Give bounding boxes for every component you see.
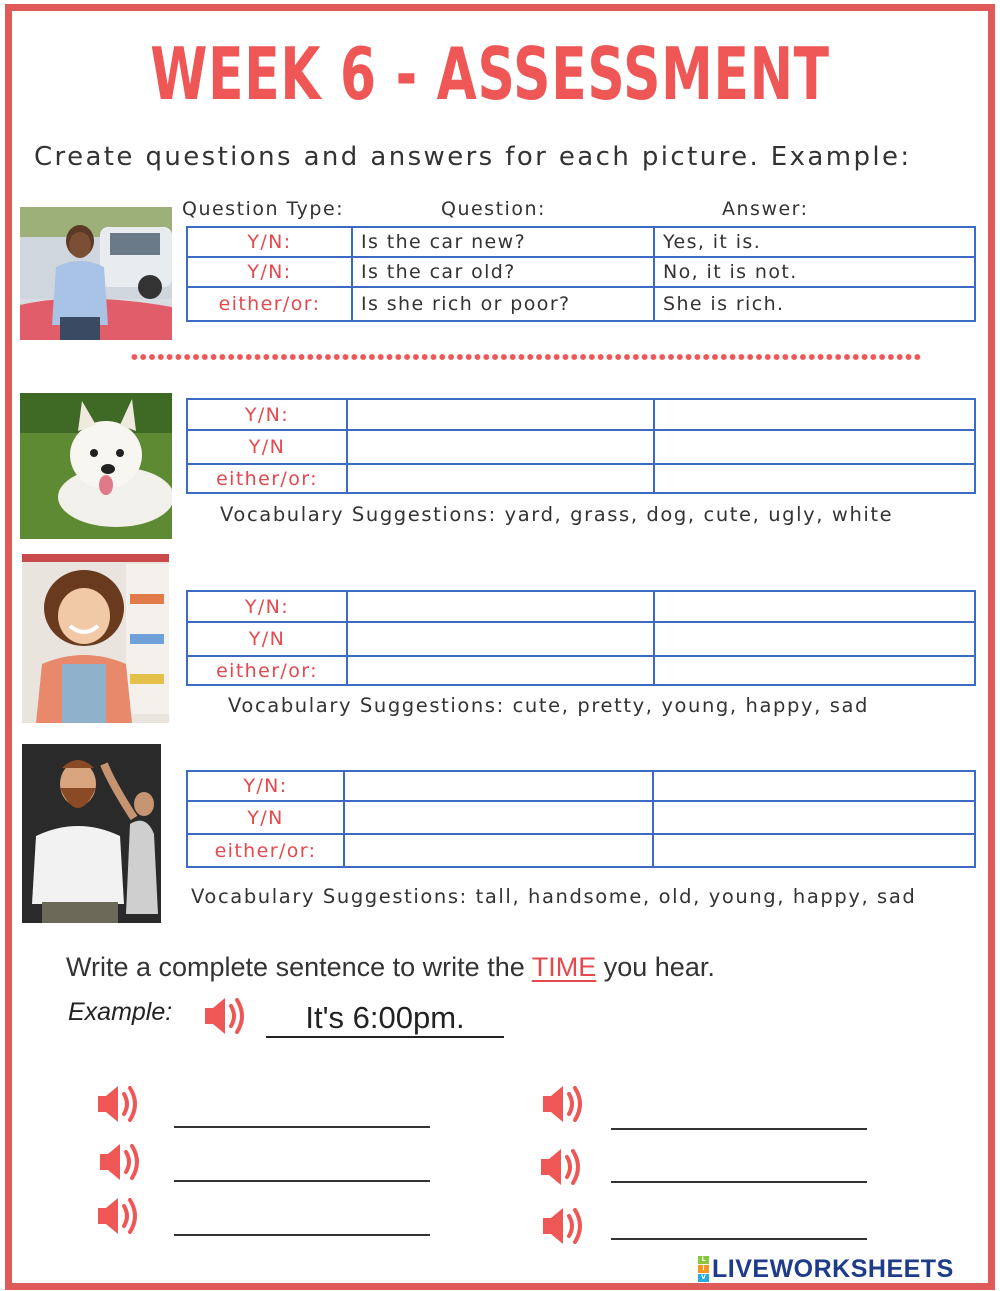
man-photo — [22, 744, 161, 923]
answer-input-cell[interactable] — [653, 834, 975, 867]
answer-input-cell[interactable] — [653, 771, 975, 801]
question-input-cell[interactable] — [347, 430, 654, 464]
logo-block: L — [698, 1256, 709, 1264]
instructions: Create questions and answers for each picture. Example: — [34, 142, 912, 172]
question-type-cell: Y/N — [187, 430, 347, 464]
answer-blank[interactable] — [174, 1124, 430, 1128]
example-label: Example: — [68, 998, 173, 1026]
speaker-icon[interactable] — [541, 1080, 593, 1128]
logo-blocks-icon — [698, 1256, 709, 1282]
answer-input-cell[interactable] — [654, 622, 975, 656]
answer-input-cell[interactable] — [654, 399, 975, 430]
table-row — [187, 622, 975, 656]
table-row — [187, 464, 975, 493]
time-word: TIME — [531, 952, 597, 982]
question-cell: Is the car old? — [352, 257, 654, 287]
answer-input-cell[interactable] — [653, 801, 975, 834]
liveworksheets-logo[interactable] — [698, 1254, 954, 1284]
answer-blank[interactable] — [611, 1236, 867, 1240]
man-answer-table — [186, 770, 976, 868]
question-type-cell: Y/N: — [187, 399, 347, 430]
example-photo-woman-car — [20, 207, 172, 340]
girl-photo — [22, 554, 169, 723]
answer-cell: Yes, it is. — [654, 227, 975, 257]
question-input-cell[interactable] — [347, 591, 654, 622]
answer-input-cell[interactable] — [654, 591, 975, 622]
table-row — [187, 430, 975, 464]
header-answer: Answer: — [722, 198, 809, 220]
question-cell: Is she rich or poor? — [352, 287, 654, 321]
table-row — [187, 834, 975, 867]
question-cell: Is the car new? — [352, 227, 654, 257]
table-row — [187, 257, 975, 287]
vocab-suggestions-girl: Vocabulary Suggestions: cute, pretty, young, happy, sad — [228, 694, 869, 717]
question-input-cell[interactable] — [344, 801, 653, 834]
question-type-cell: Y/N: — [187, 257, 352, 287]
table-row — [187, 287, 975, 321]
table-row — [187, 591, 975, 622]
answer-input-cell[interactable] — [654, 656, 975, 685]
example-table — [186, 226, 976, 322]
table-row — [187, 656, 975, 685]
dog-photo — [20, 393, 172, 539]
page-title: WEEK 6 - ASSESSMENT — [150, 32, 830, 116]
question-type-cell: Y/N — [187, 801, 344, 834]
header-question-type: Question Type: — [182, 198, 345, 220]
question-input-cell[interactable] — [347, 399, 654, 430]
question-input-cell[interactable] — [344, 771, 653, 801]
girl-answer-table — [186, 590, 976, 686]
answer-cell: No, it is not. — [654, 257, 975, 287]
answer-blank[interactable] — [174, 1232, 430, 1236]
question-input-cell[interactable] — [347, 622, 654, 656]
example-answer: It's 6:00pm. — [266, 1000, 504, 1038]
prompt-after: you hear. — [596, 952, 715, 982]
answer-cell: She is rich. — [654, 287, 975, 321]
listening-instructions — [66, 952, 715, 983]
vocab-suggestions-man: Vocabulary Suggestions: tall, handsome, old, young, happy, sad — [191, 885, 917, 908]
logo-block: I — [698, 1265, 709, 1273]
speaker-icon[interactable] — [98, 1138, 150, 1186]
speaker-icon[interactable] — [96, 1192, 148, 1240]
table-row — [187, 227, 975, 257]
answer-input-cell[interactable] — [654, 464, 975, 493]
question-input-cell[interactable] — [347, 464, 654, 493]
prompt-before: Write a complete sentence to write the — [66, 952, 532, 982]
speaker-icon[interactable] — [96, 1080, 148, 1128]
dog-answer-table — [186, 398, 976, 494]
table-row — [187, 771, 975, 801]
answer-blank[interactable] — [611, 1126, 867, 1130]
logo-block: V — [698, 1274, 709, 1282]
vocab-suggestions-dog: Vocabulary Suggestions: yard, grass, dog, cute, ugly, white — [220, 503, 894, 526]
question-type-cell: either/or: — [187, 834, 344, 867]
question-type-cell: either/or: — [187, 464, 347, 493]
table-row — [187, 399, 975, 430]
answer-input-cell[interactable] — [654, 430, 975, 464]
question-type-cell: Y/N: — [187, 591, 347, 622]
question-type-cell: either/or: — [187, 287, 352, 321]
example-speaker-icon[interactable] — [203, 992, 255, 1040]
question-input-cell[interactable] — [347, 656, 654, 685]
table-row — [187, 801, 975, 834]
question-type-cell: Y/N: — [187, 227, 352, 257]
question-type-cell: Y/N — [187, 622, 347, 656]
speaker-icon[interactable] — [539, 1143, 591, 1191]
header-question: Question: — [441, 198, 546, 220]
answer-blank[interactable] — [611, 1179, 867, 1183]
dotted-divider — [130, 351, 922, 363]
question-type-cell: Y/N: — [187, 771, 344, 801]
logo-text: LIVEWORKSHEETS — [712, 1254, 954, 1283]
speaker-icon[interactable] — [541, 1202, 593, 1250]
question-input-cell[interactable] — [344, 834, 653, 867]
question-type-cell: either/or: — [187, 656, 347, 685]
answer-blank[interactable] — [174, 1178, 430, 1182]
